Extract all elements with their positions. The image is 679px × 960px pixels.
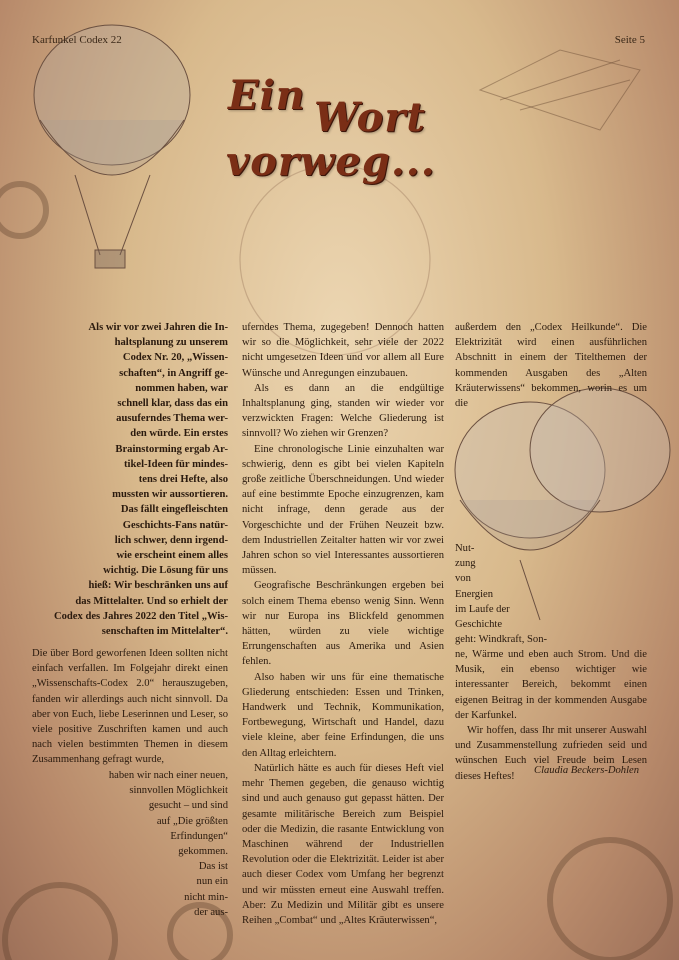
lead-line: nommen haben, war — [135, 382, 228, 394]
mid-line: im Laufe der — [455, 603, 510, 615]
lead-line: hieß: Wir beschränken uns auf — [88, 580, 228, 592]
tail-line: nicht min- — [184, 891, 228, 903]
column-3-bottom — [455, 647, 647, 784]
column-1-paragraph — [32, 646, 228, 768]
lead-line: den würde. Ein erstes — [130, 428, 228, 440]
lead-paragraph — [40, 320, 228, 639]
column-2 — [242, 320, 444, 928]
mid-line: von — [455, 573, 471, 585]
lead-line: Codex Nr. 20, „Wissen- — [122, 352, 228, 364]
mid-line: zung — [455, 558, 476, 570]
tail-line: auf „Die größten — [156, 815, 228, 827]
tail-line: Das ist — [198, 861, 228, 873]
body-paragraph: ne, Wärme und eben auch Strom. Und die Musik, ein ebenso wichtiger wie interessanter Bereich, bekommt einen eigenen Beitrag in der kommenden Ausgabe der Karfunkel. — [455, 649, 647, 721]
lead-line: schnell klar, dass das ein — [117, 398, 228, 410]
lead-line: das Mittelalter. Und so erhielt der — [75, 595, 228, 607]
lead-line: schaften“, in Angriff ge- — [119, 367, 228, 379]
body-paragraph: Natürlich hätte es auch für dieses Heft viel mehr Themen gegeben, die genauso wichtig sind und auch genauso gut gepasst hätten. Der gesamte militärische Bereich zum Beispiel oder die Medizin, die rasante Entwicklung von Maschinen während der Industriellen Revolution oder die Elektrizität. Leider ist aber auch dieser Codex vom Umfang her begrenzt und wir müssten erneut eine Auswahl treffen. Aber: Zu Medizin und Militär gibt es unsere Reihen „Combat“ und „Altes Kräuterwissen“, — [242, 762, 444, 926]
lead-line: tikel-Ideen für mindes- — [124, 458, 228, 470]
tail-line: Erfindungen“ — [170, 830, 228, 842]
title-line-1: Ein — [228, 72, 306, 119]
tail-line: nun ein — [196, 876, 228, 888]
lead-line: haltsplanung zu unserem — [114, 337, 228, 349]
body-paragraph: uferndes Thema, zugegeben! Dennoch hatten wir so die Möglichkeit, sehr viele der 2022 nicht umgesetzen Ideen und vor allem all Eure Wünsche und Anregungen einzubauen. — [242, 322, 444, 379]
body-paragraph: Als es dann an die endgültige Inhaltsplanung ging, standen wir wieder vor verzwickten Fragen: Welche Gliederung ist sinnvoll? Wo ziehen wir Grenzen? — [242, 382, 444, 440]
page-number: Seite 5 — [614, 34, 645, 46]
body-paragraph: Geografische Beschränkungen ergeben bei solch einem Thema ebenso wenig Sinn. Wenn wir nur Europa ins Blickfeld genommen hätten, würden zu viele wichtige Errungenschaften aus Amerika und Asien fehlen. — [242, 580, 444, 668]
lead-line: Brainstorming ergab Ar- — [115, 443, 228, 455]
column-3-mid — [455, 541, 647, 647]
tail-line: gesucht – und sind — [148, 800, 228, 812]
mid-line: geht: Windkraft, Son- — [455, 634, 548, 646]
tail-line: gekommen. — [178, 846, 228, 858]
tail-line: der aus- — [194, 906, 228, 918]
title-line-3: vorweg... — [226, 138, 436, 185]
lead-line: Als wir vor zwei Jahren die In- — [88, 322, 228, 333]
body-paragraph: außerdem den „Codex Heilkunde“. Die Elektrizität wird einen ausführlichen Abschnitt in einem der Titelthemen der kommenden Ausgaben des „Alten Kräuterwissens“ bekommen, worin es um die — [455, 322, 647, 410]
lead-line: tens drei Hefte, also — [138, 474, 228, 486]
lead-line: senschaften im Mittelalter“. — [101, 626, 228, 638]
lead-line: wie erscheint einem alles — [116, 550, 228, 562]
lead-line: Codex des Jahres 2022 den Titel „Wis- — [53, 610, 228, 622]
page-title — [0, 0, 679, 200]
running-header-left: Karfunkel Codex 22 — [32, 34, 122, 46]
lead-line: Das fällt eingefleischten — [120, 504, 228, 516]
lead-line: Geschichts-Fans natür- — [122, 519, 228, 531]
body-paragraph: Die über Bord geworfenen Ideen sollten nicht einfach verfallen. Im Folgejahr direkt einen „Wissenschafts-Codex 2.0“ herauszugeben, fanden wir allerdings auch nicht sinnvoll. Da aber von Euch, liebe Leserinnen und Leser, so viele positive Zuschriften kamen und auch nach vielen bestimmten Themen in diesem Zusammenhang gefragt wurde, — [32, 648, 228, 766]
lead-line: wichtig. Die Lösung für uns — [103, 565, 228, 577]
lead-line: lich schwer, denn irgend- — [114, 534, 228, 546]
body-paragraph: Wir hoffen, dass Ihr mit unserer Auswahl und Zusammenstellung zufrieden seid und wünschen Euch viel Freude beim Lesen dieses Heftes! — [455, 725, 647, 782]
body-paragraph: Also haben wir uns für eine thematische Gliederung entschieden: Essen und Trinken, Handwerk und Technik, Kommunikation, Fortbewegung, Wirtschaft und Handel, dazu viele kleine, aber feine Erfindungen, die uns den Alltag erleichtern. — [242, 671, 444, 759]
lead-line: mussten wir aussortieren. — [112, 489, 228, 501]
tail-line: sinnvollen Möglichkeit — [129, 785, 228, 797]
title-line-2: Wort — [314, 94, 426, 141]
column-1-tail — [32, 768, 228, 920]
author-signature: Claudia Beckers-Dohlen — [534, 765, 640, 776]
lead-line: ausuferndes Thema wer- — [116, 413, 228, 425]
body-paragraph: Eine chronologische Linie einzuhalten war schwierig, denn es gibt bei vielen Kapiteln große zeitliche Überschneidungen. Und wieder auf eine bestimmte Epoche einzugrenzen, kam nicht infrage, denn gerade aus der Vorgeschichte und der Frühen Neuzeit bzw. dem Industriellen Zeitalter hatten wir vor zwei Jahren schon so viel Interessantes aussortieren müssen. — [242, 443, 444, 577]
tail-line: haben wir nach einer neuen, — [108, 770, 228, 781]
mid-line: Energien — [455, 588, 494, 600]
mid-line: Geschichte — [455, 619, 503, 631]
mid-line: Nut- — [455, 543, 475, 554]
column-3-top — [455, 320, 647, 411]
